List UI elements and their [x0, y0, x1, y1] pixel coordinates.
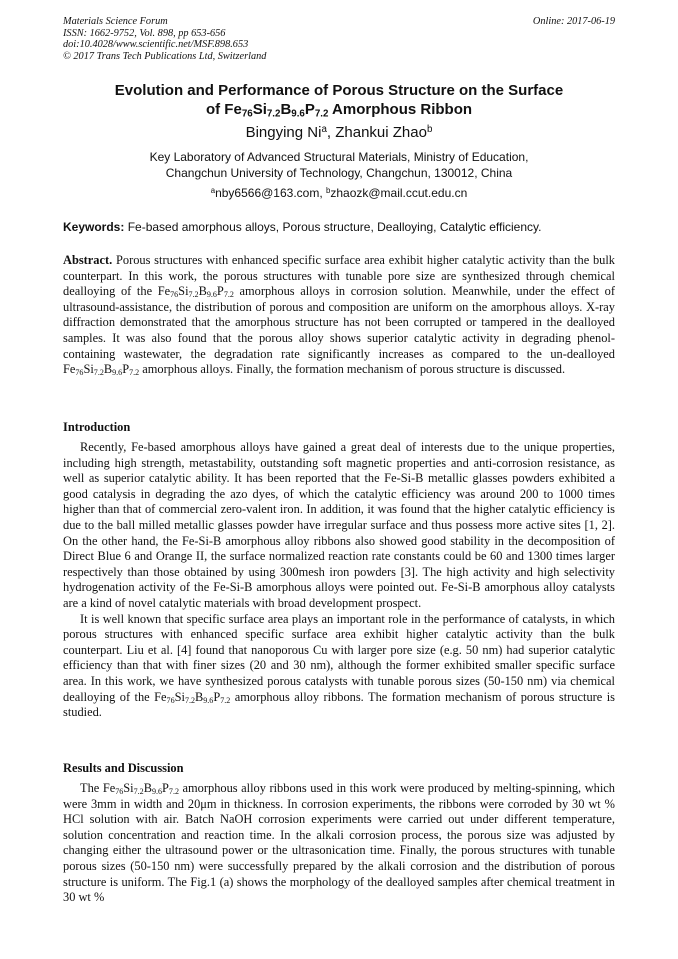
- intro-paragraph-2: It is well known that specific surface area plays an important role in the performance of catalysts, in which porous structures with enhanced specific surface area exhibit higher catalytic activity than the bulk counterpart. Liu et al. [4] found that nanoporous Cu with larger pore size (e.g. 50 nm) had superior catalytic efficiency than that with finer sizes (20 and 30 nm), although the former exhibited smaller specific surface area. In this work, we have synthesized porous catalysts with tunable porous sizes (50-150 nm) via chemical dealloying of the $Fe_{76}Si_{7.2}B_{9.6}P_{7.2}$ amorphous alloy ribbons. The formation mechanism of porous structure is studied.: [63, 611, 615, 720]
- author-emails: $^a$nby6566@163.com, $^b$zhaozk@mail.ccut.edu.cn: [210, 186, 468, 200]
- journal-name: Materials Science Forum: [63, 16, 168, 27]
- keywords-label: Keywords:: [63, 220, 125, 234]
- alloy-formula: $Fe_{76}Si_{7.2}B_{9.6}P_{7.2}$: [154, 689, 231, 705]
- abstract-label: Abstract.: [63, 253, 113, 267]
- abstract: Abstract. Porous structures with enhanced specific surface area exhibit higher catalytic activity than the bulk counterpart. In this work, the porous structures with tunable pore size are synthesized through chemical dealloying of the $Fe_{76}Si_{7.2}B_{9.6}P_{7.2}$ amorphous alloys in corrosion solution. Meanwhile, under the effect of ultrasound-assistance, the distribution of porous and composition are uniform on the amorphous alloys. X-ray diffraction demonstrated that the amorphous structure has not been corrupted or tampered in the dealloyed samples. It was also found that the porous alloy shows superior catalytic activity in degrading phenol-containing wastewater, the degradation rate significantly increases as compared to the un-dealloyed $Fe_{76}Si_{7.2}B_{9.6}P_{7.2}$ amorphous alloys. Finally, the formation mechanism of porous structure is discussed.: [63, 253, 615, 378]
- affiliation: Key Laboratory of Advanced Structural Materials, Ministry of Education, Changchun University of Technology, Changchun, 130012, China: [149, 150, 529, 180]
- issn-line: ISSN: 1662-9752, Vol. 898, pp 653-656: [63, 27, 226, 39]
- online-date: Online: 2017-06-19: [532, 16, 615, 27]
- doi-line: doi:10.4028/www.scientific.net/MSF.898.653: [63, 39, 249, 51]
- introduction-body: [63, 440, 615, 721]
- results-heading: Results and Discussion: [63, 761, 184, 775]
- intro-paragraph-1: Recently, Fe-based amorphous alloys have gained a great deal of interests due to the unique properties, including high strength, metastability, outstanding soft magnetic properties and anti-corrosion resistance, as well as superior catalytic ability. It has been reported that the Fe-Si-B metallic glasses powders exhibited a good catalysis in degrading the azo dyes, of which the catalytic efficiency was around 200 to 1000 times higher than that of commercial zero-valent iron. In addition, it was found that the higher catalytic efficiency is due to the ball milled metallic glasses powder have irregular surface and thus possess more active sites [1, 2]. On the other hand, the Fe-Si-B amorphous alloy ribbons also showed good stability in the decomposition of Direct Blue 6 and Orange II, the surface normalized reaction rate constants could be 60 and 1300 times larger respectively than those obtained by using 300mesh iron powders [3]. The high activity and high selectivity hydrogenation activity of the Fe-Si-B amorphous alloys were pointed out. Fe-Si-B amorphous alloy catalysts are a kind of novel catalytic materials with broad development prospect.: [63, 440, 615, 610]
- email-link[interactable]: nby6566@163.com: [215, 186, 320, 200]
- results-paragraph-1: The $Fe_{76}Si_{7.2}B_{9.6}P_{7.2}$ amorphous alloy ribbons used in this work were produced by melting-spinning, which were 3mm in width and 20μm in thickness. In corrosion experiments, the ribbons were corroded by 30 wt % HCl solution with air. Batch NaOH corrosion experiments were carried out under different temperature, solution concentration and reaction time. In the alkali corrosion process, the porous size was adjusted by changing either the ultrasound power or the ultrasonication time. Finally, the porous structures with tunable porous sizes (50-150 nm) were successfully prepared by the alkali corrosion and the distribution of porous structure is uniform. The Fig.1 (a) shows the morphology of the dealloyed samples after chemical treatment in 30 wt %: [63, 781, 615, 905]
- title-line-1: Evolution and Performance of Porous Structure on the Surface: [114, 82, 564, 99]
- author-list: Bingying Ni$^a$, Zhankui Zhao$^b$: [245, 124, 433, 141]
- journal-header: [63, 16, 266, 62]
- keywords: Keywords: Fe-based amorphous alloys, Porous structure, Dealloying, Catalytic efficiency.: [63, 220, 542, 234]
- alloy-formula: $Fe_{76}Si_{7.2}B_{9.6}P_{7.2}$: [63, 362, 140, 378]
- title-line-2: of $Fe_{76}Si_{7.2}B_{9.6}P_{7.2}$ Amorphous Ribbon: [205, 101, 473, 120]
- author-name: Bingying Ni: [245, 124, 322, 141]
- copyright-line: © 2017 Trans Tech Publications Ltd, Switzerland: [63, 50, 267, 62]
- email-link[interactable]: zhaozk@mail.ccut.edu.cn: [330, 186, 468, 200]
- results-body: [63, 781, 615, 906]
- alloy-formula: $Fe_{76}Si_{7.2}B_{9.6}P_{7.2}$: [102, 781, 179, 796]
- paper-title: [63, 81, 615, 119]
- alloy-formula: $Fe_{76}Si_{7.2}B_{9.6}P_{7.2}$: [157, 284, 234, 300]
- author-name: Zhankui Zhao: [335, 124, 427, 141]
- introduction-heading: Introduction: [63, 420, 131, 434]
